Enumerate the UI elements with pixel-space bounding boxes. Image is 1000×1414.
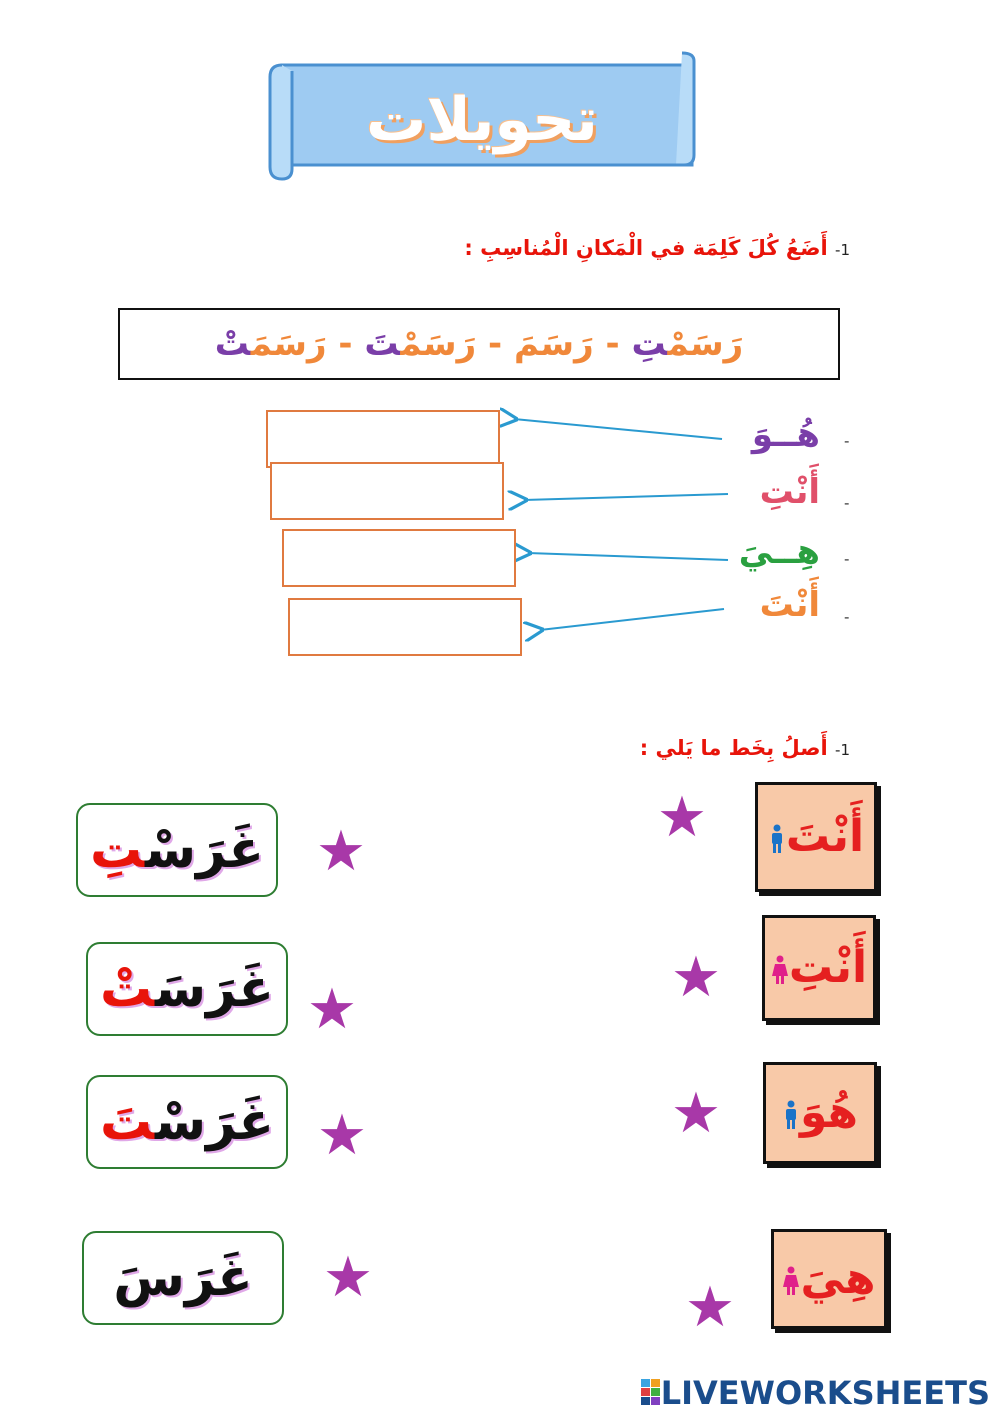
arrow — [524, 494, 728, 500]
male-icon — [782, 1100, 800, 1130]
female-icon — [782, 1266, 800, 1296]
star-icon[interactable]: ★ — [684, 1275, 736, 1340]
pronoun-anta: أَنْتَ — [759, 585, 820, 625]
answer-box-hiya[interactable] — [282, 529, 516, 587]
page-title: تحويلات — [366, 85, 598, 155]
arrow — [528, 553, 728, 560]
pronoun-huwa: هُــوَ — [751, 415, 820, 455]
pronoun-tile[interactable]: أَنْتِ — [762, 915, 876, 1021]
verb-card[interactable]: غَرَسْتَ — [86, 1075, 288, 1169]
section1-instruction-text: أَضَعُ كُلَ كَلِمَة في الْمَكانِ الْمُناسِبِ : — [464, 236, 828, 260]
arrows — [500, 405, 740, 645]
arrow — [514, 419, 722, 439]
female-icon — [771, 955, 789, 985]
star-icon[interactable]: ★ — [670, 945, 722, 1010]
answer-box-anti[interactable] — [270, 462, 504, 520]
list-dash: - — [844, 550, 850, 568]
list-dash: - — [844, 608, 850, 626]
pronoun-tile[interactable]: هُوَ — [763, 1062, 877, 1164]
star-icon[interactable]: ★ — [670, 1081, 722, 1146]
word-bank-word: رَسَمَتْ — [214, 324, 327, 364]
pronoun-tile[interactable]: هِيَ — [771, 1229, 887, 1329]
verb-card[interactable]: غَرَسَ — [82, 1231, 284, 1325]
liveworksheets-logo — [641, 1374, 990, 1412]
star-icon[interactable]: ★ — [306, 977, 358, 1042]
section2-instruction — [560, 736, 850, 760]
male-icon — [768, 824, 786, 854]
answer-box-huwa[interactable] — [266, 410, 500, 468]
star-icon[interactable]: ★ — [656, 785, 708, 850]
word-bank-word: رَسَمْتَ — [364, 324, 477, 364]
section2-number: 1- — [835, 741, 850, 759]
pronoun-tile[interactable]: أَنْتَ — [755, 782, 877, 892]
pronoun-hiya: هِــيَ — [738, 532, 820, 572]
section1-instruction — [420, 236, 850, 260]
pronoun-anti: أَنْتِ — [759, 472, 820, 512]
arrow — [540, 609, 724, 630]
list-dash: - — [844, 432, 850, 450]
star-icon[interactable]: ★ — [316, 1103, 368, 1168]
logo-icon — [641, 1379, 661, 1407]
section1-number: 1- — [835, 241, 850, 259]
word-bank-word: رَسَمْتِ — [631, 324, 744, 364]
star-icon[interactable]: ★ — [322, 1245, 374, 1310]
word-bank: رَسَمْتِ - رَسَمَ - رَسَمْتَ - رَسَمَتْ — [214, 324, 744, 364]
answer-box-anta[interactable] — [288, 598, 522, 656]
brand-name: LIVEWORKSHEETS — [660, 1374, 990, 1412]
section2-instruction-text: أَصلُ بِخَط ما يَلي : — [639, 736, 828, 760]
star-icon[interactable]: ★ — [315, 819, 367, 884]
verb-card[interactable]: غَرَسَتْ — [86, 942, 288, 1036]
verb-card[interactable]: غَرَسْتِ — [76, 803, 278, 897]
word-bank-word: رَسَمَ — [513, 324, 594, 364]
list-dash: - — [844, 494, 850, 512]
